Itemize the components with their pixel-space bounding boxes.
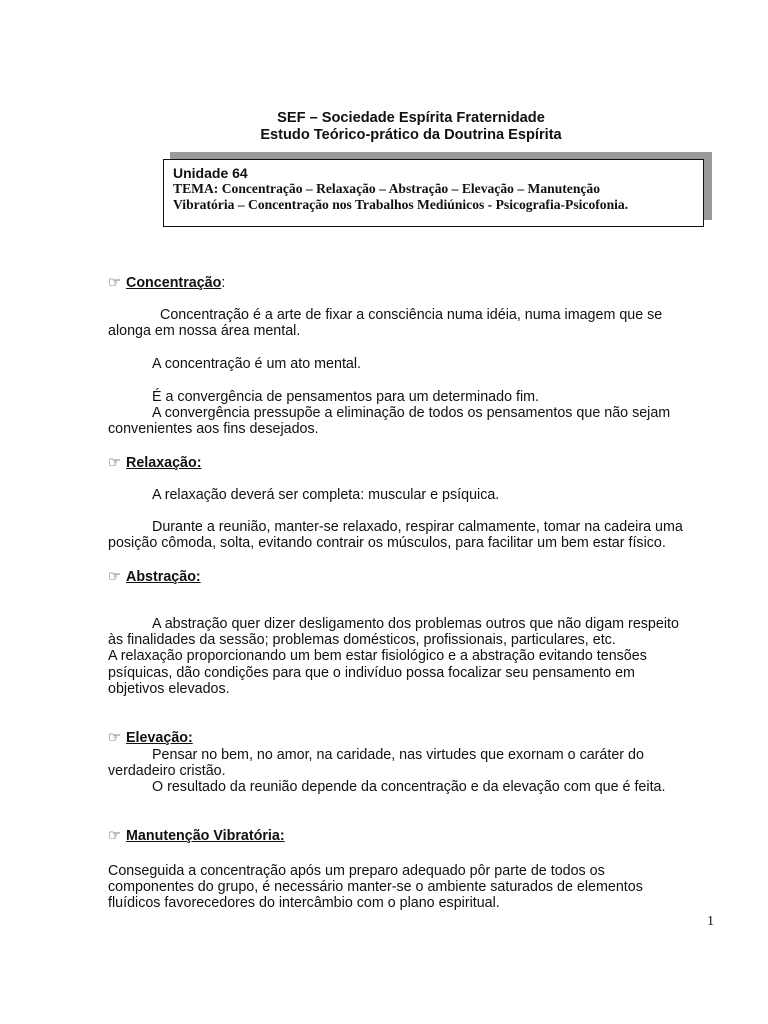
text-line: Durante a reunião, manter-se relaxado, respirar calmamente, tomar na cadeira uma xyxy=(152,519,683,535)
heading-colon: : xyxy=(221,275,226,291)
heading-label: Manutenção Vibratória: xyxy=(126,828,285,844)
text-line: fluídicos favorecedores do intercâmbio com o plano espiritual. xyxy=(108,895,500,912)
text-line: Concentração é a arte de fixar a consciência numa idéia, numa imagem que se xyxy=(160,307,663,323)
section-heading-concentracao xyxy=(108,275,225,291)
hand-pointer-icon: ☞ xyxy=(108,275,121,291)
hand-pointer-icon: ☞ xyxy=(108,569,121,585)
text-line: A relaxação deverá ser completa: muscular e psíquica. xyxy=(152,487,500,503)
text-line: A abstração quer dizer desligamento dos problemas outros que não digam respeito xyxy=(152,616,679,632)
header-org-title: SEF – Sociedade Espírita Fraternidade xyxy=(277,110,545,126)
header-course-title: Estudo Teórico-prático da Doutrina Espírita xyxy=(260,127,562,143)
heading-label: Concentração xyxy=(126,275,222,291)
page-number: 1 xyxy=(707,914,714,929)
hand-pointer-icon: ☞ xyxy=(108,828,121,844)
text-line: Conseguida a concentração após um preparo adequado pôr parte de todos os xyxy=(108,863,605,879)
paragraph xyxy=(108,356,718,372)
paragraph xyxy=(108,307,718,339)
hand-pointer-icon: ☞ xyxy=(108,455,121,471)
text-line: objetivos elevados. xyxy=(108,680,230,697)
text-line: verdadeiro cristão. xyxy=(108,763,226,780)
text-line: A relaxação proporcionando um bem estar fisiológico e a abstração evitando tensões xyxy=(108,648,647,665)
text-line: A convergência pressupõe a eliminação de todos os pensamentos que não sejam xyxy=(152,405,671,422)
heading-label: Relaxação: xyxy=(126,455,202,471)
paragraph xyxy=(108,616,718,697)
heading-label: Elevação: xyxy=(126,730,193,746)
text-line: O resultado da reunião depende da concentração e da elevação com que é feita. xyxy=(152,779,666,796)
paragraph xyxy=(108,519,718,551)
text-line: alonga em nossa área mental. xyxy=(108,323,301,340)
text-line: psíquicas, dão condições para que o indivíduo possa focalizar seu pensamento em xyxy=(108,664,635,681)
paragraph xyxy=(108,389,718,438)
text-line: posição cômoda, solta, evitando contrair os músculos, para facilitar um bem estar físico. xyxy=(108,535,666,552)
section-heading-elevacao xyxy=(108,730,193,746)
text-line: às finalidades da sessão; problemas domésticos, profissionais, particulares, etc. xyxy=(108,632,616,649)
section-heading-abstracao xyxy=(108,569,201,585)
paragraph xyxy=(108,487,718,503)
text-line: A concentração é um ato mental. xyxy=(152,356,362,372)
paragraph xyxy=(108,747,718,796)
text-line: Pensar no bem, no amor, na caridade, nas virtudes que exornam o caráter do xyxy=(152,747,644,763)
text-line: É a convergência de pensamentos para um determinado fim. xyxy=(152,389,540,405)
unit-theme-line-1: TEMA: Concentração – Relaxação – Abstração – Elevação – Manutenção xyxy=(173,181,601,196)
section-heading-manutencao xyxy=(108,828,285,844)
heading-label: Abstração: xyxy=(126,569,201,585)
paragraph xyxy=(108,863,718,912)
text-line: componentes do grupo, é necessário manter-se o ambiente saturados de elementos xyxy=(108,879,643,896)
unit-box xyxy=(163,159,704,227)
section-heading-relaxacao xyxy=(108,455,202,471)
unit-theme-line-2: Vibratória – Concentração nos Trabalhos Mediúnicos - Psicografia-Psicofonia. xyxy=(173,197,629,212)
text-line: convenientes aos fins desejados. xyxy=(108,421,319,438)
unit-title: Unidade 64 xyxy=(173,165,248,181)
hand-pointer-icon: ☞ xyxy=(108,730,121,746)
